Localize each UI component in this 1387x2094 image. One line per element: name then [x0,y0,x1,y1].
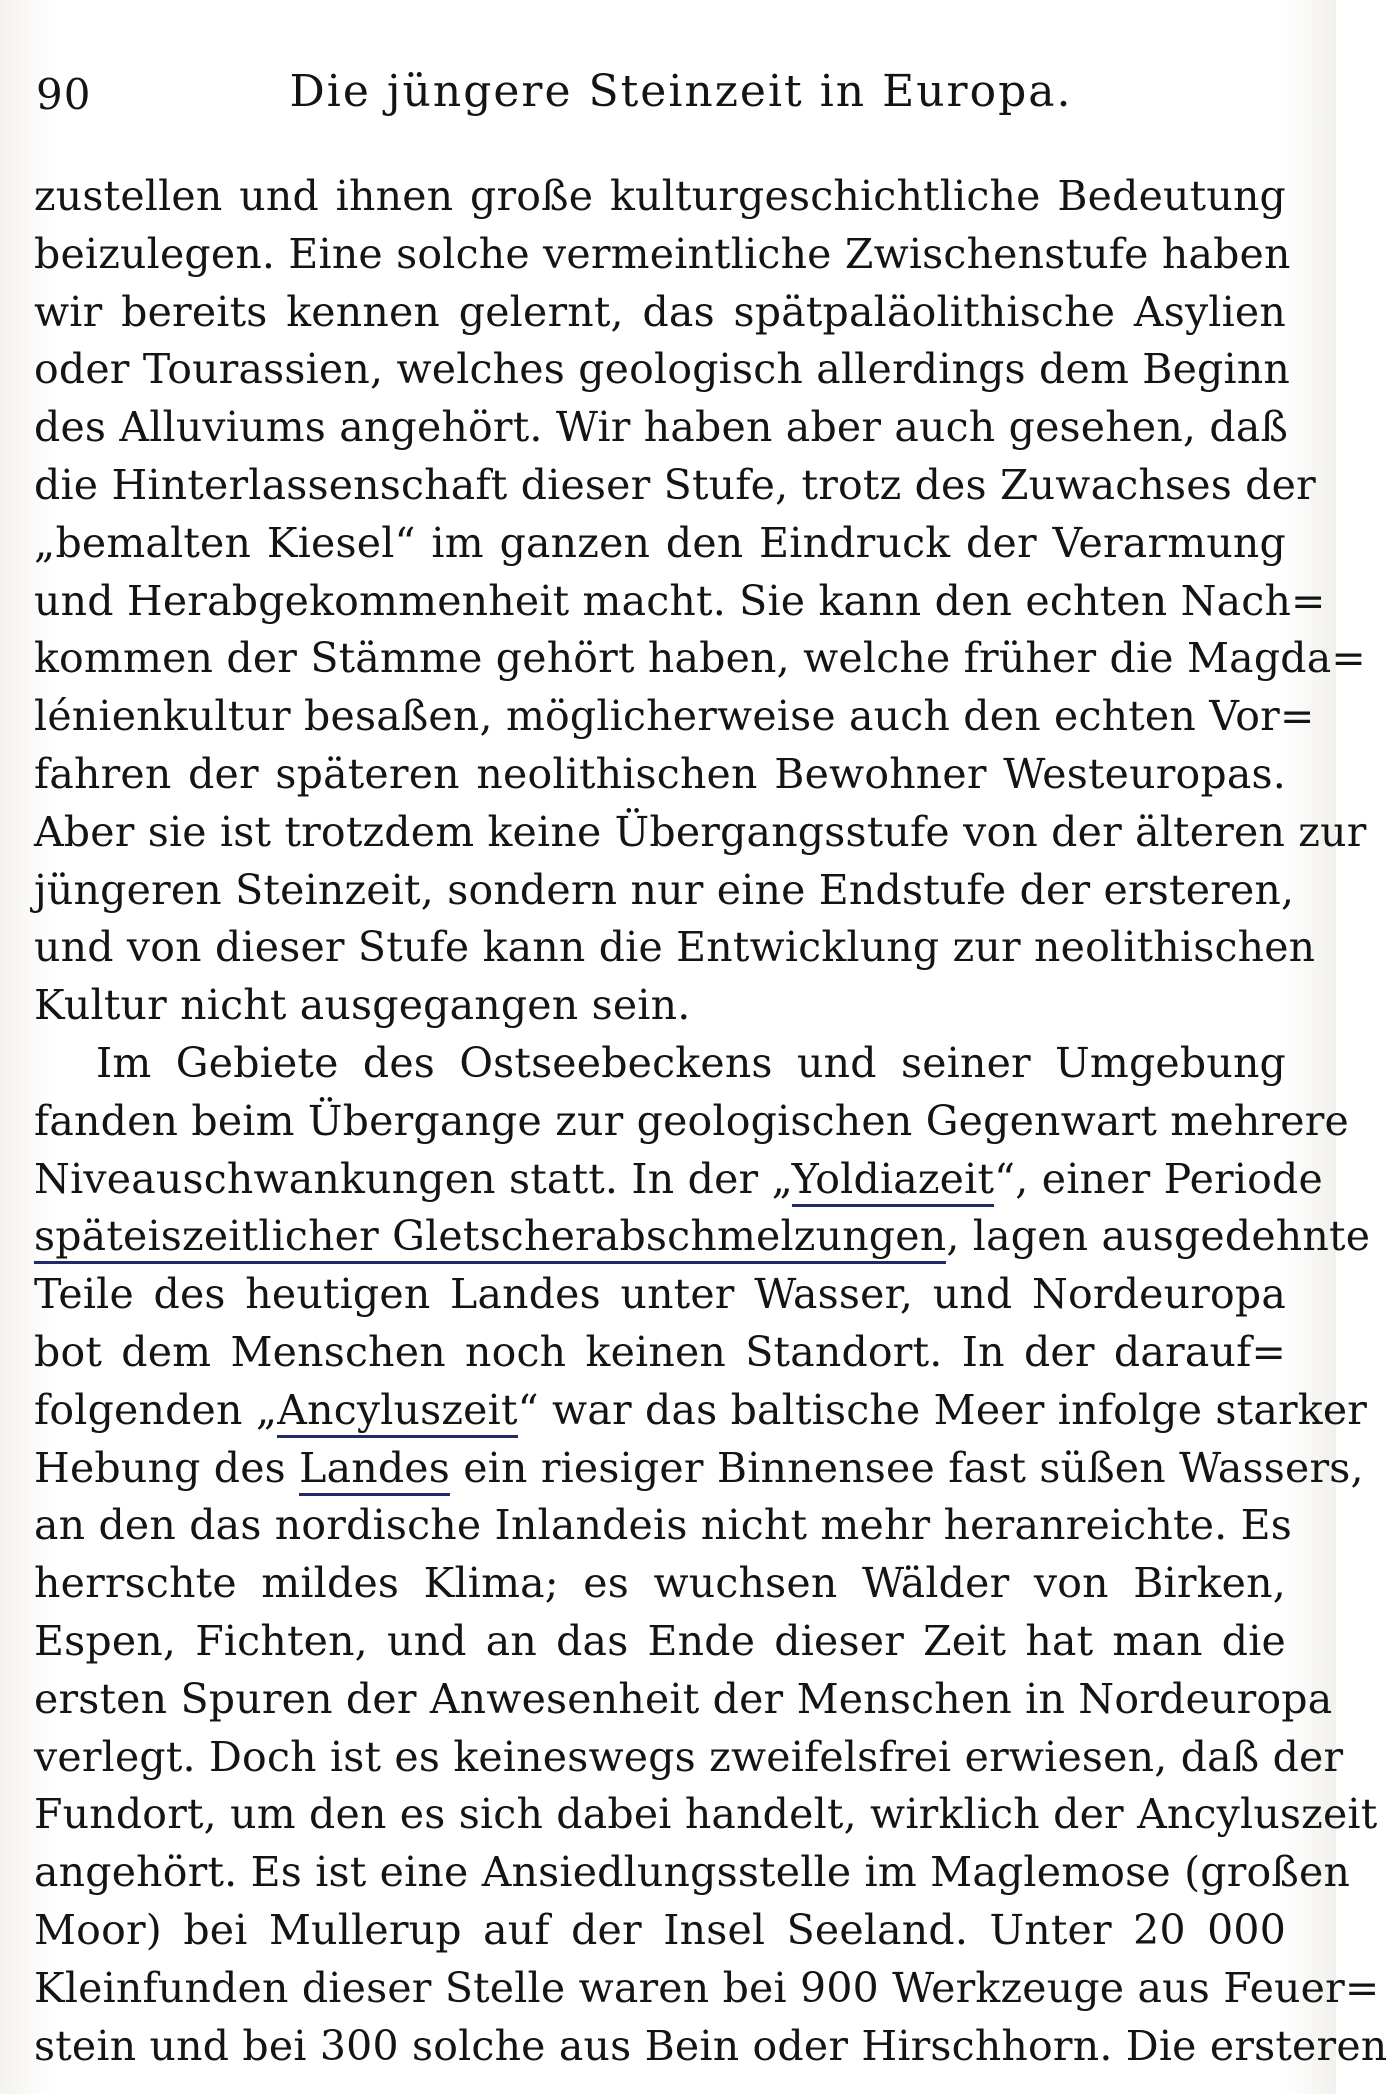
text-line: Fundort, um den es sich dabei handelt, wirklich der Ancyluszeit [34,1790,1378,1839]
text-line: und Herabgekommenheit macht. Sie kann den echten Nach= [34,576,1326,625]
text-line: stein und bei 300 solche aus Bein oder Hirschhorn. Die ersteren [34,2021,1387,2070]
text-line: des Alluviums angehört. Wir haben aber auch gesehen, daß [34,403,1289,452]
text-line: lénienkultur besaßen, möglicherweise auch den echten Vor= [34,692,1315,741]
page-number: 90 [36,70,92,119]
text-line: Moor) bei Mullerup auf der Insel Seeland. Unter 20 000 [34,1905,1286,1954]
text-line: angehört. Es ist eine Ansiedlungsstelle im Maglemose (großen [34,1848,1351,1897]
text-line: die Hinterlassenschaft dieser Stufe, trotz des Zuwachses der [34,460,1316,509]
running-title: Die jüngere Steinzeit in Europa. [289,66,1073,117]
text-line: an den das nordische Inlandeis nicht mehr heranreichte. Es [34,1501,1293,1550]
text-line: jüngeren Steinzeit, sondern nur eine Endstufe der ersteren, [34,865,1295,914]
underlined-term-yoldiazeit: Yoldiazeit [792,1155,995,1207]
text-line-paragraph-end: Kultur nicht ausgegangen sein. [34,981,691,1030]
text-line: herrschte mildes Klima; es wuchsen Wälder von Birken, [34,1559,1286,1608]
text-line: Espen, Fichten, und an das Ende dieser Zeit hat man die [34,1616,1286,1665]
text-line: verlegt. Doch ist es keineswegs zweifelsfrei erwiesen, daß der [34,1732,1344,1781]
text-line: Kleinfunden dieser Stelle waren bei 900 Werkzeuge aus Feuer= [34,1963,1380,2012]
text-line: beizulegen. Eine solche vermeintliche Zwischenstufe haben [34,229,1291,278]
text-line: „bemalten Kiesel“ im ganzen den Eindruck der Verarmung [34,518,1286,567]
underlined-term-landes: Landes [299,1444,450,1496]
text-line: oder Tourassien, welches geologisch allerdings dem Beginn [34,345,1291,394]
text-line-with-underline [34,1208,1371,1266]
text-fragment: ein riesiger Binnensee fast süßen Wassers, [449,1443,1364,1492]
text-line: und von dieser Stufe kann die Entwicklung zur neolithischen [34,923,1316,972]
text-fragment: folgenden „ [34,1385,278,1434]
text-line: fanden beim Übergange zur geologischen Gegenwart mehrere [34,1096,1349,1145]
underlined-term-ancyluszeit: Ancyluszeit [277,1386,517,1438]
text-fragment: Hebung des [34,1443,300,1492]
text-line: zustellen und ihnen große kulturgeschichtliche Bedeutung [34,172,1286,220]
running-head [36,64,1286,124]
text-line-paragraph-start: Im Gebiete des Ostseebeckens und seiner Umgebung [96,1038,1286,1087]
body-text [34,168,1387,2075]
text-line: ersten Spuren der Anwesenheit der Menschen in Nordeuropa [34,1674,1333,1723]
text-line-with-underline [34,1382,1368,1440]
text-line: bot dem Menschen noch keinen Standort. In der darauf= [34,1327,1286,1376]
text-line: wir bereits kennen gelernt, das spätpaläolithische Asylien [34,287,1286,336]
text-line: Teile des heutigen Landes unter Wasser, und Nordeuropa [34,1270,1286,1319]
text-fragment: Niveauschwankungen statt. In der „ [34,1154,792,1203]
underlined-phrase-gletscherabschmelzungen: späteiszeitlicher Gletscherabschmelzungen [34,1212,946,1264]
text-fragment: , lagen ausgedehnte [946,1212,1371,1261]
text-line-with-underline [34,1440,1364,1498]
text-line-with-underline [34,1151,1323,1209]
text-fragment: “ war das baltische Meer infolge starker [517,1385,1368,1434]
text-line: kommen der Stämme gehört haben, welche früher die Magda= [34,634,1366,683]
text-line: fahren der späteren neolithischen Bewohner Westeuropas. [34,749,1286,798]
text-line: Aber sie ist trotzdem keine Übergangsstufe von der älteren zur [34,807,1367,856]
text-fragment: “, einer Periode [994,1154,1323,1203]
